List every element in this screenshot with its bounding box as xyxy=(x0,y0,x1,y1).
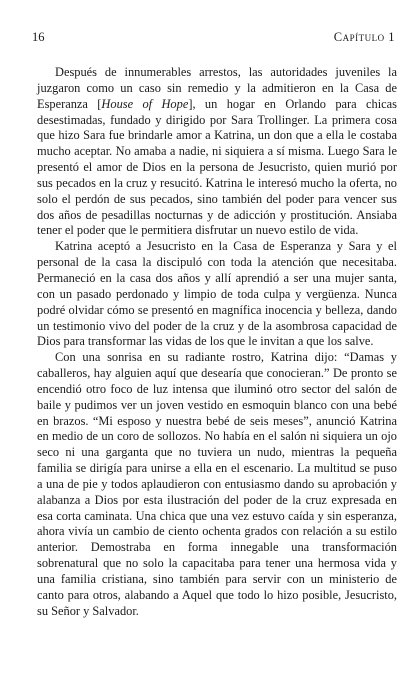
book-page xyxy=(25,30,397,620)
italic-title: House of Hope xyxy=(101,96,189,111)
paragraph-1 xyxy=(37,65,397,239)
chapter-label: Capítulo 1 xyxy=(333,30,395,44)
paragraph-1-start: Después de innumerables arrestos, las autoridades juveniles la juzgaron como un caso sin remedio y la admitieron en la Casa de Esperanza [ xyxy=(37,65,397,111)
paragraph-2: Katrina aceptó a Jesucristo en la Casa de Esperanza y Sara y el personal de la casa la discipuló con toda la atención que necesitaba. Permaneció en la casa dos años y allí aprendió a ser una mujer santa, con un pasado perdonado y limpio de toda culpa y vergüenza. Nunca podré olvidar cómo se presentó en magnífica inocencia y belleza, dando un testimonio vivo del poder de la cruz y de la asombrosa capacidad de Dios para transformar las vidas de los que le invitan a que los salve. xyxy=(37,239,397,349)
paragraph-1-end: ], un hogar en Orlando para chicas desestimadas, fundado y dirigido por Sara Trollinger. La primera cosa que hizo Sara fue brindarle amor a Katrina, un don que a ella le costaba mucho aceptar. No amaba a nadie, ni siquiera a sí misma. Luego Sara le presentó el amor de Dios en la persona de Jesucristo, quien murió por sus pecados en la cruz y resucitó. Katrina le interesó mucho la oferta, no solo el perdón de sus pecados, sino también del poder para vencer sus dos años de pesadillas nocturnas y de adicción y prostitución. Ansiaba tener el poder que le permitiera disfrutar un nuevo estilo de vida. xyxy=(37,96,397,238)
page-number: 16 xyxy=(32,30,45,44)
body-text xyxy=(25,65,397,620)
running-head xyxy=(25,30,397,44)
paragraph-3: Con una sonrisa en su radiante rostro, Katrina dijo: “Damas y caballeros, hay alguien aquí que desearía que conocieran.” De pronto se encendió otro foco de luz intensa que iluminó otro sector del salón de baile y pudimos ver un joven vestido en esmoquin blanco con una bebé en brazos. “Mi esposo y nuestra bebé de seis meses”, anunció Katrina en medio de un coro de sollozos. No había en el salón ni siquiera un ojo seco ni una garganta que no tuviera un nudo, mientras la pequeña familia se dirigía para unirse a ella en el escenario. La multitud se puso a una de pie y todos aplaudieron con entusiasmo dando su aprobación y alabanza a Dios por esta ilustración del poder de la cruz expresada en esa corta caminata. Una chica que una vez estuvo caída y sin esperanza, ahora vivía un cambio de ciento ochenta grados con relación a su estilo anterior. Demostraba en forma innegable una transformación sobrenatural que no solo la capacitaba para tener una hermosa vida y una familia cristiana, sino también para servir con un ministerio de canto para otros, alabando a Aquel que todo lo hizo posible, Jesucristo, su Señor y Salvador. xyxy=(37,350,397,618)
